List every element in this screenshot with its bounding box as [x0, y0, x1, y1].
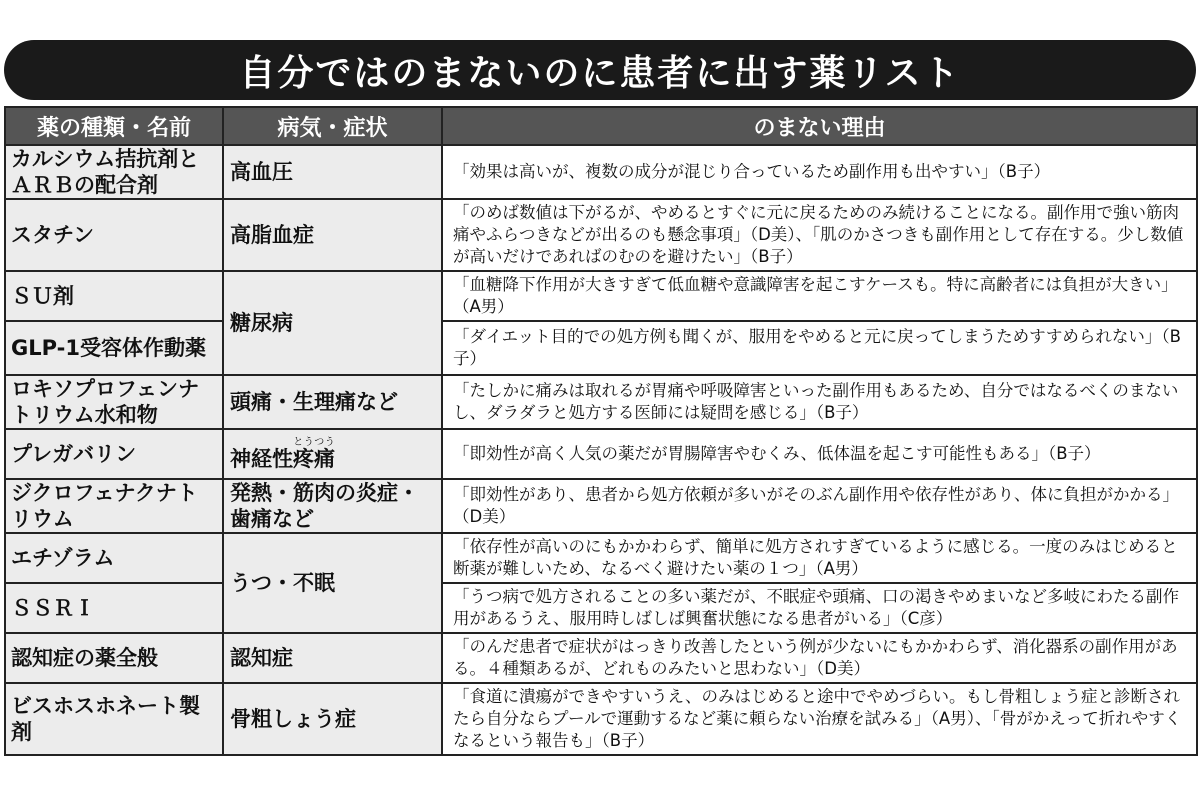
table-row: [5, 271, 1197, 321]
drug-name: スタチン: [5, 199, 223, 271]
reason-text: 「うつ病で処方されることの多い薬だが、不眠症や頭痛、口の渇きやめまいなど多岐にわたる副作用があるうえ、服用時しばしば興奮状態になる患者がいる」（C彦）: [442, 583, 1197, 633]
disease-base-2: 疼痛: [293, 446, 335, 471]
disease-name: 高脂血症: [223, 199, 442, 271]
reason-text: 「たしかに痛みは取れるが胃痛や呼吸障害といった副作用もあるため、自分ではなるべくのまないし、ダラダラと処方する医師には疑問を感じる」（B子）: [442, 375, 1197, 429]
disease-ruby: [293, 436, 335, 471]
table-row: [5, 145, 1197, 199]
drug-name: プレガバリン: [5, 429, 223, 479]
drug-name: ビスホスホネート製剤: [5, 683, 223, 755]
disease-name: うつ・不眠: [223, 533, 442, 633]
table-row: [5, 683, 1197, 755]
table-row: [5, 583, 1197, 633]
drug-name: ＳＵ剤: [5, 271, 223, 321]
drug-name: 認知症の薬全般: [5, 633, 223, 683]
disease-name: 頭痛・生理痛など: [223, 375, 442, 429]
table-header-row: [5, 107, 1197, 145]
title-banner: [4, 40, 1196, 100]
reason-text: 「即効性が高く人気の薬だが胃腸障害やむくみ、低体温を起こす可能性もある」（B子）: [442, 429, 1197, 479]
table-row: [5, 533, 1197, 583]
reason-text: 「のんだ患者で症状がはっきり改善したという例が少ないにもかかわらず、消化器系の副作用がある。４種類あるが、どれものみたいと思わない」（D美）: [442, 633, 1197, 683]
drug-name: GLP-1受容体作動薬: [5, 321, 223, 375]
reason-text: 「即効性があり、患者から処方依頼が多いがそのぶん副作用や依存性があり、体に負担がかかる」（D美）: [442, 479, 1197, 533]
table-row: [5, 321, 1197, 375]
reason-text: 「依存性が高いのにもかかわらず、簡単に処方されすぎているように感じる。一度のみはじめると断薬が難しいため、なるべく避けたい薬の１つ」（A男）: [442, 533, 1197, 583]
furigana: とうつう: [293, 436, 335, 448]
reason-text: 「効果は高いが、複数の成分が混じり合っているため副作用も出やすい」（B子）: [442, 145, 1197, 199]
disease-name: 認知症: [223, 633, 442, 683]
reason-text: 「ダイエット目的での処方例も聞くが、服用をやめると元に戻ってしまうためすすめられない」（B子）: [442, 321, 1197, 375]
reason-text: 「のめば数値は下がるが、やめるとすぐに元に戻るためのみ続けることになる。副作用で強い筋肉痛やふらつきなどが出るのも懸念事項」（D美）、「肌のかさつきも副作用として存在する。少し数値が高いだけであればのむのを避けたい」（B子）: [442, 199, 1197, 271]
header-drug: 薬の種類・名前: [5, 107, 223, 145]
table-row: [5, 479, 1197, 533]
disease-name: 発熱・筋肉の炎症・歯痛など: [223, 479, 442, 533]
table-row: [5, 429, 1197, 479]
disease-name: 高血圧: [223, 145, 442, 199]
disease-name: 骨粗しょう症: [223, 683, 442, 755]
drug-name: ジクロフェナクナトリウム: [5, 479, 223, 533]
header-disease: 病気・症状: [223, 107, 442, 145]
drug-name: カルシウム拮抗剤とＡＲＢの配合剤: [5, 145, 223, 199]
table-row: [5, 633, 1197, 683]
drug-table: [4, 106, 1198, 756]
table-row: [5, 199, 1197, 271]
disease-name: 糖尿病: [223, 271, 442, 375]
disease-base-1: 神経性: [230, 446, 293, 471]
table-row: [5, 375, 1197, 429]
drug-name: エチゾラム: [5, 533, 223, 583]
disease-name: [223, 429, 442, 479]
header-reason: のまない理由: [442, 107, 1197, 145]
reason-text: 「血糖降下作用が大きすぎて低血糖や意識障害を起こすケースも。特に高齢者には負担が大きい」（A男）: [442, 271, 1197, 321]
reason-text: 「食道に潰瘍ができやすいうえ、のみはじめると途中でやめづらい。もし骨粗しょう症と診断されたら自分ならプールで運動するなど薬に頼らない治療を試みる」（A男）、「骨がかえって折れやすくなるという報告も」（B子）: [442, 683, 1197, 755]
page-title: 自分ではのまないのに患者に出す薬リスト: [239, 52, 961, 94]
drug-name: ＳＳＲＩ: [5, 583, 223, 633]
drug-name: ロキソプロフェンナトリウム水和物: [5, 375, 223, 429]
